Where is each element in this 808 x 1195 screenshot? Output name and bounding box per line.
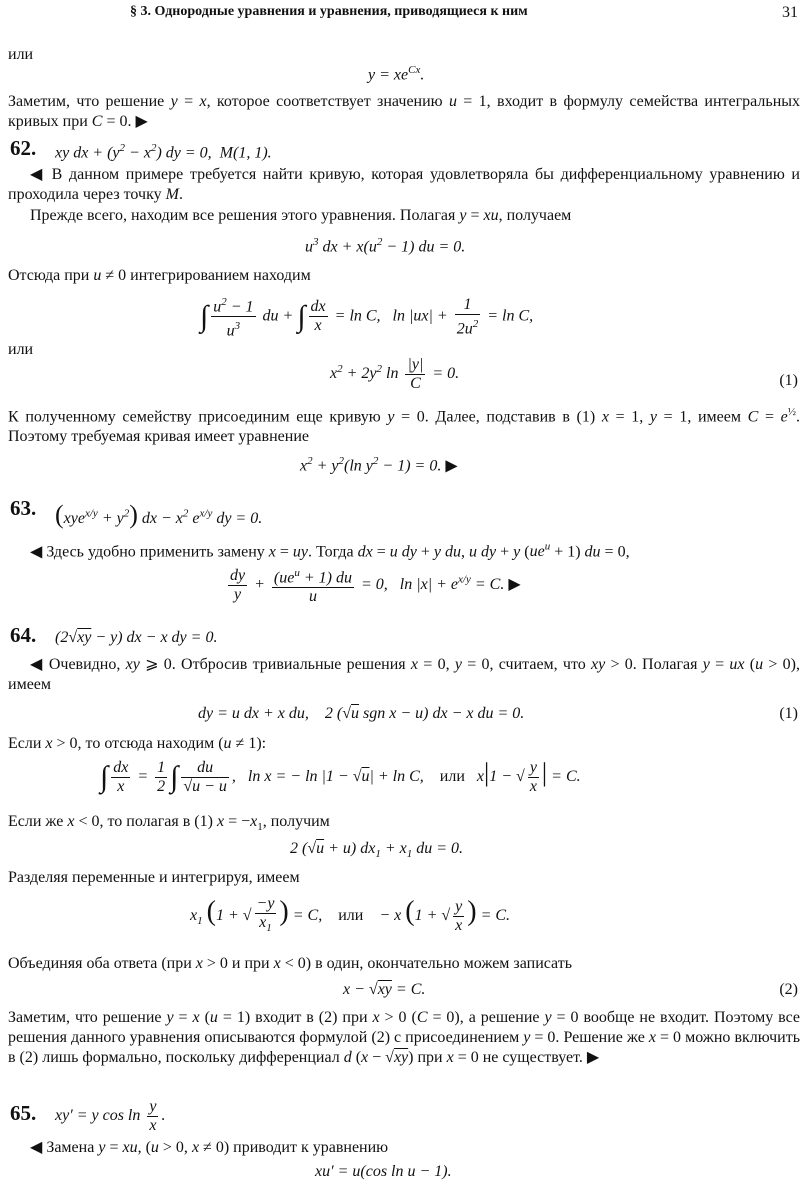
problem-statement: (2√xy − y) dx − x dy = 0. <box>55 629 218 646</box>
equation: dy = u dx + x du, 2 (√u sgn x − u) dx − x du = 0. <box>198 705 525 722</box>
equation: $x^2 + y^2(\ln$ $y^2 - 1) = 0$. ▶ <box>300 455 458 475</box>
equation-tag: (2) <box>779 981 798 998</box>
problem-number: 63. <box>10 496 37 520</box>
paragraph: Заметим, что решение y = x, которое соответствует значению u = 1, входит в формулу семейства интегральных кривых при C = 0. ▶ <box>8 93 801 130</box>
paragraph: ◀ Очевидно, xy ⩾ 0. Отбросив тривиальные решения x = 0, y = 0, считаем, что xy > 0. Полагая y = ux (u > 0), имеем <box>8 656 800 693</box>
equation: ∫ $\frac{u^2 - 1}{u^3}$ du + ∫ $\frac{dx}{x}$ = ln C, ln |ux| + $\frac{1}{2u^2}$ = ln C, <box>200 293 533 341</box>
paragraph: ◀ Здесь удобно применить замену x = uy. Тогда dx = u dy + y du, u dy + y $(ue^u + 1)$ du = 0, <box>30 541 630 561</box>
problem-statement: xy′ = y cos ln $\frac{y}{x}$ . <box>55 1098 166 1134</box>
equation: $u^3$ dx + $x(u^2 - 1)$ du = 0. <box>305 236 466 256</box>
problem-statement: $(xye^{x/y} + y^2)$ dx − $x^2$ $e^{x/y}$ dy = 0. <box>55 500 263 529</box>
paragraph: ◀ Замена y = xu, (u > 0, x ≠ 0) приводит к уравнению <box>30 1139 389 1156</box>
equation: $x_1$ (1 + √ $\frac{-y}{x_1}$ ) = C, или − x (1 + √ $\frac{y}{x}$ ) = C. <box>190 895 511 935</box>
text-line: Отсюда при u ≠ 0 интегрированием находим <box>8 267 311 284</box>
text-line: Объединяя оба ответа (при x > 0 и при x < 0) в один, окончательно можем записать <box>8 955 573 972</box>
problem-number: 62. <box>10 136 37 160</box>
problem-number: 64. <box>10 623 37 647</box>
text-line: или <box>8 341 34 358</box>
equation: x − √xy = C. <box>343 981 426 998</box>
equation-tag: (1) <box>779 705 798 722</box>
equation: xu′ = u(cos ln u − 1). <box>315 1163 452 1180</box>
equation: 2 (√u + u) $dx_1 + x_1$ du = 0. <box>290 840 464 861</box>
problem-number: 65. <box>10 1101 37 1125</box>
equation: $y = xe^{Cx}$. <box>368 64 425 84</box>
equation-tag: (1) <box>779 372 798 389</box>
paragraph: ◀ В данном примере требуется найти кривую, которая удовлетворяла бы дифференциальному уравнению и проходила через точку M. <box>8 166 800 203</box>
equation: $x^2 + 2y^2$ ln $\frac{|y|}{C}$ = 0. <box>330 356 460 392</box>
problem-statement: xy dx + $(y^2 - x^2)$ dy = 0, M(1, 1). <box>55 142 272 162</box>
text-line: Если x > 0, то отсюда находим (u ≠ 1): <box>8 735 267 752</box>
paragraph: Заметим, что решение y = x (u = 1) входит в (2) при x > 0 (C = 0), а решение y = 0 вообще не входит. Поэтому все решения данного уравнения описываются формулой (2) с присоединением y = 0. Решение же x = 0 можно включить в (2) лишь формально, поскольку дифференциал d (x − √xy) при x = 0 не существует. ▶ <box>8 1009 801 1066</box>
text-line: Если же x < 0, то полагая в (1) $x = -x_1$, получим <box>8 813 330 834</box>
text-line: Разделяя переменные и интегрируя, имеем <box>8 869 300 886</box>
equation: $\frac{dy}{y}$ + $\frac{(ue^u + 1) du}{u}$ = 0, $\ln |x| + e^{x/y} = C$. ▶ <box>225 564 521 606</box>
page-number: 31 <box>782 4 798 21</box>
text-line: или <box>8 46 34 63</box>
paragraph: К полученному семейству присоединим еще кривую y = 0. Далее, подставив в (1) x = 1, y = 1, имеем $C = e^{\frac{1}{2}}$. Поэтому требуемая кривая имеет уравнение <box>8 406 800 446</box>
running-header: § 3. Однородные уравнения и уравнения, приводящиеся к ним <box>130 4 528 19</box>
equation: ∫ $\frac{dx}{x}$ = $\frac{1}{2}$ ∫ $\frac{du}{√u - u}$ , ln x = − ln |1 − √u| + ln C, или x|1 − √ $\frac{y}{x}$ | = C. <box>100 758 581 795</box>
paragraph: Прежде всего, находим все решения этого уравнения. Полагая y = xu, получаем <box>30 207 572 224</box>
